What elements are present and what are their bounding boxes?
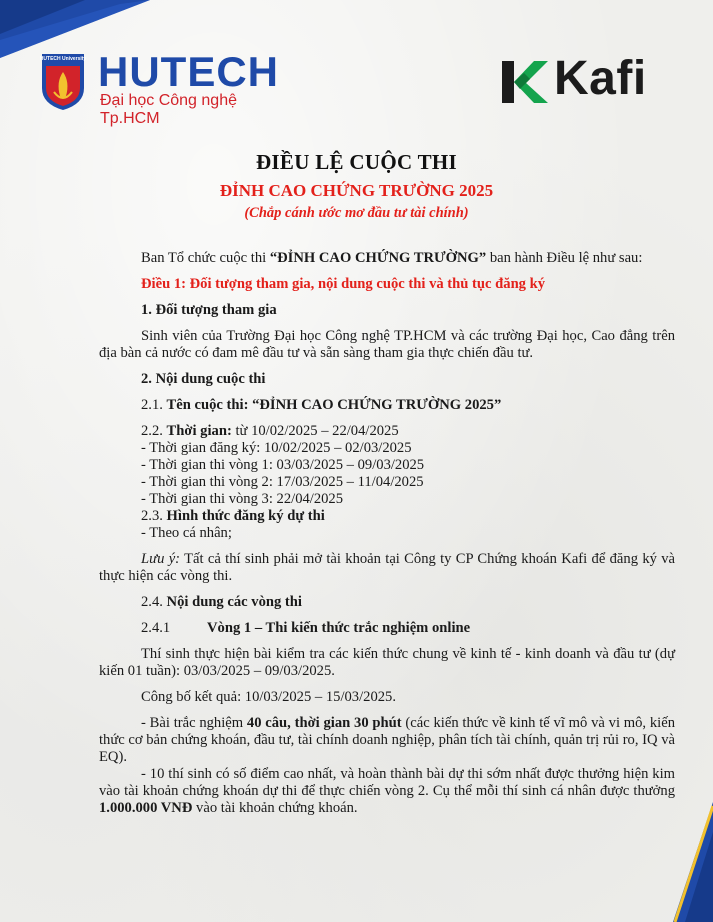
document-title: ĐIỀU LỆ CUỘC THI: [255, 150, 458, 174]
hutech-shield-text: HUTECH University: [40, 56, 86, 62]
document-body: [99, 250, 675, 817]
section-2-2: [99, 423, 675, 440]
section-2-3-number: 2.3.: [141, 508, 167, 524]
document-title-block: [0, 150, 713, 222]
intro-paragraph: [99, 250, 675, 267]
round-1-results: Công bố kết quả: 10/03/2025 – 15/03/2025.: [141, 689, 396, 705]
intro-contest-name: “ĐỈNH CAO CHỨNG TRƯỜNG”: [269, 250, 487, 266]
section-2-3-item: - Theo cá nhân;: [141, 525, 232, 541]
section-2-2-label: Thời gian:: [166, 423, 232, 439]
section-2-1: [99, 397, 675, 414]
contest-slogan: (Chắp cánh ước mơ đầu tư tài chính): [244, 205, 469, 221]
round-1-quiz-before: - Bài trắc nghiệm: [141, 715, 247, 731]
note-paragraph: [99, 551, 675, 585]
section-2-4-1-label: Vòng 1 – Thi kiến thức trắc nghiệm online: [207, 620, 471, 636]
kafi-wordmark: Kafi: [554, 52, 647, 105]
contest-name: ĐỈNH CAO CHỨNG TRƯỜNG 2025: [219, 181, 494, 200]
section-2-2-number: 2.2.: [141, 423, 167, 439]
intro-text-before: Ban Tổ chức cuộc thi: [141, 250, 270, 266]
round-1-prize-after: vào tài khoản chứng khoán.: [192, 800, 358, 816]
intro-text-after: ban hành Điều lệ như sau:: [486, 250, 643, 266]
schedule-item: - Thời gian thi vòng 3: 22/04/2025: [141, 491, 344, 507]
round-1-prize-amount: 1.000.000 VNĐ: [99, 800, 193, 816]
round-1-description: Thí sinh thực hiện bài kiểm tra các kiến thức chung về kinh tế - kinh doanh và đầu tư (dự kiến 01 tuần): 03/03/2025 – 09/03/2025.: [99, 646, 675, 679]
hutech-shield-icon: [40, 52, 86, 112]
section-2-4-1-number: 2.4.1: [141, 620, 171, 636]
schedule-item: - Thời gian thi vòng 1: 03/03/2025 – 09/03/2025: [141, 457, 425, 473]
section-2-1-label: Tên cuộc thi: “ĐỈNH CAO CHỨNG TRƯỜNG 2025”: [166, 397, 502, 413]
kafi-logo: [500, 52, 670, 109]
round-1-quiz-highlight: 40 câu, thời gian 30 phút: [246, 715, 402, 731]
article-1-heading: Điều 1: Đối tượng tham gia, nội dung cuộc thi và thủ tục đăng ký: [141, 276, 546, 292]
kafi-k-icon: [500, 59, 548, 105]
section-2-4-number: 2.4.: [141, 594, 167, 610]
section-2-heading: 2. Nội dung cuộc thi: [141, 371, 266, 387]
hutech-logo: [40, 48, 290, 127]
section-2-4: [99, 594, 675, 611]
round-1-quiz-after: (các kiến thức về kinh tế vĩ mô và vi mô, kiến thức cơ bản chứng khoán, đầu tư, tài chính doanh nghiệp, phân tích tài chính, quản trị rủi ro, IQ và EQ).: [99, 715, 675, 765]
section-2-4-1: [99, 620, 675, 637]
round-1-prize-before: - 10 thí sinh có số điểm cao nhất, và hoàn thành bài dự thi sớm nhất được thưởng hiện kim vào tài khoản chứng khoán dự thi để thực chiến vòng 2. Cụ thể mỗi thí sinh cá nhân được thưởng: [99, 766, 675, 799]
section-2-3: [99, 508, 675, 525]
section-1-text: Sinh viên của Trường Đại học Công nghệ TP.HCM và các trường Đại học, Cao đẳng trên địa bàn cả nước có đam mê đầu tư và sẵn sàng tham gia thực chiến đầu tư.: [99, 328, 675, 361]
hutech-wordmark: HUTECH: [98, 48, 279, 95]
section-2-4-label: Nội dung các vòng thi: [166, 594, 302, 610]
round-1-quiz: [99, 715, 675, 766]
round-1-prize: [99, 766, 675, 817]
schedule-item: - Thời gian đăng ký: 10/02/2025 – 02/03/2025: [141, 440, 412, 456]
hutech-subtitle: Đại học Công nghệ Tp.HCM: [100, 92, 237, 127]
schedule-item: - Thời gian thi vòng 2: 17/03/2025 – 11/04/2025: [141, 474, 424, 490]
section-2-2-value: từ 10/02/2025 – 22/04/2025: [231, 423, 399, 439]
note-text: Tất cả thí sinh phải mở tài khoản tại Công ty CP Chứng khoán Kafi để đăng ký và thực hiện các vòng thi.: [99, 551, 676, 584]
section-2-3-label: Hình thức đăng ký dự thi: [166, 508, 325, 524]
note-label: Lưu ý:: [141, 551, 181, 567]
corner-decoration-bottom-right: [673, 802, 713, 922]
section-2-1-number: 2.1.: [141, 397, 167, 413]
section-1-heading: 1. Đối tượng tham gia: [141, 302, 277, 318]
